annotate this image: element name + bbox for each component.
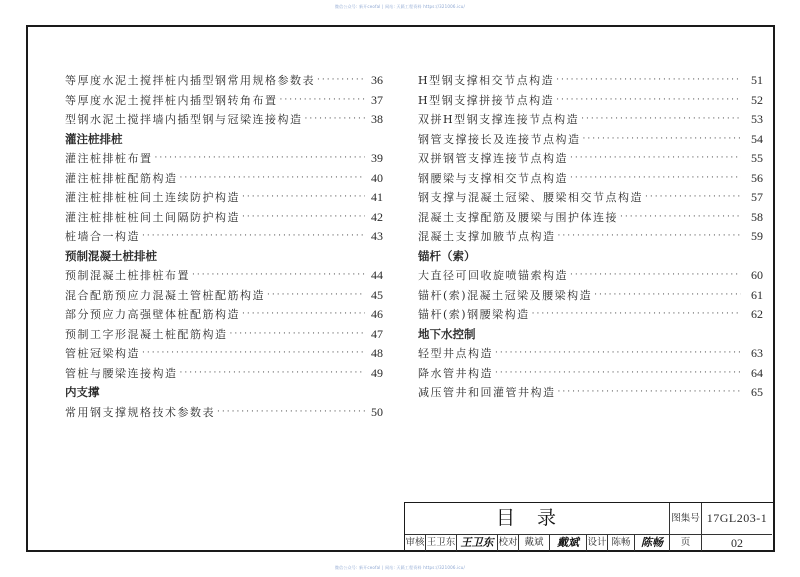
entry-title: 锚杆(索)钢腰梁构造 xyxy=(418,308,530,321)
dot-leader xyxy=(178,169,366,189)
dot-leader xyxy=(240,188,365,208)
watermark-bottom: 微信公众号: 新开ceofal | 网站: 天籁工程资料 https://321006.icu/ xyxy=(334,565,466,570)
entry-page-number: 56 xyxy=(751,170,763,185)
entry-title: 混合配筋预应力混凝土管桩配筋构造 xyxy=(65,288,265,302)
toc-entry xyxy=(65,286,383,306)
check-label: 校对 xyxy=(498,535,519,551)
dot-leader xyxy=(153,149,366,169)
entry-title: 双拼H型钢支撑连接节点构造 xyxy=(418,113,580,126)
entry-page-number: 48 xyxy=(371,346,383,360)
entry-title: 降水管井构造 xyxy=(418,366,493,380)
dot-leader xyxy=(190,266,365,286)
dot-leader xyxy=(556,383,742,403)
section-title: 预制混凝土桩排桩 xyxy=(65,248,157,263)
dot-leader xyxy=(579,110,741,130)
entry-page-number: 54 xyxy=(751,131,763,146)
dot-leader xyxy=(493,364,741,384)
toc-entry xyxy=(418,286,763,306)
toc-entry xyxy=(65,71,383,91)
page-number: 02 xyxy=(731,536,743,550)
entry-title: 等厚度水泥土搅拌桩内插型钢转角布置 xyxy=(65,93,278,107)
entry-page-number: 59 xyxy=(751,229,763,243)
entry-page-number: 53 xyxy=(751,112,763,126)
toc-entry xyxy=(65,403,383,423)
atlas-number-label: 图集号 xyxy=(670,503,702,534)
toc-section-heading xyxy=(65,247,383,267)
dot-leader xyxy=(592,286,741,306)
entry-title: 桩墙合一构造 xyxy=(65,230,140,243)
entry-title: 常用钢支撑规格技术参数表 xyxy=(65,405,215,419)
entry-title: H型钢支撑相交节点构造 xyxy=(418,74,555,87)
reviewer-signature: 王卫东 xyxy=(457,535,498,551)
dot-leader xyxy=(618,208,741,228)
designer-signature: 陈畅 xyxy=(635,535,670,551)
entry-page-number: 43 xyxy=(371,229,383,243)
dot-leader xyxy=(556,227,742,247)
toc-entry xyxy=(65,227,383,247)
dot-leader xyxy=(240,208,365,228)
entry-page-number: 37 xyxy=(371,92,383,107)
entry-page-number: 58 xyxy=(751,209,763,224)
toc-entry xyxy=(65,266,383,286)
title-block xyxy=(404,502,774,551)
entry-page-number: 47 xyxy=(371,326,383,341)
toc-entry xyxy=(418,149,763,169)
dot-leader xyxy=(315,71,365,91)
entry-title: 大直径可回收旋喷锚索构造 xyxy=(418,269,568,282)
entry-title: 钢支撑与混凝土冠梁、腰梁相交节点构造 xyxy=(418,191,643,204)
atlas-number: 17GL203-1 xyxy=(706,511,768,525)
toc-left-column xyxy=(65,71,383,422)
dot-leader xyxy=(228,325,366,345)
toc-section-heading xyxy=(65,383,383,403)
toc-section-heading xyxy=(418,325,763,345)
entry-page-number: 52 xyxy=(751,92,763,107)
dot-leader xyxy=(265,286,365,306)
entry-title: 管桩与腰梁连接构造 xyxy=(65,366,178,380)
dot-leader xyxy=(140,344,365,364)
dot-leader xyxy=(493,344,741,364)
entry-title: 灌注桩排桩桩间土连续防护构造 xyxy=(65,191,240,204)
entry-title: 锚杆(索)混凝土冠梁及腰梁构造 xyxy=(418,288,593,302)
toc-entry xyxy=(418,383,763,403)
dot-leader xyxy=(178,364,366,384)
design-label: 设计 xyxy=(587,535,608,551)
checker-signature: 戴斌 xyxy=(550,535,587,551)
dot-leader xyxy=(554,71,741,91)
entry-title: H型钢支撑拼接节点构造 xyxy=(418,93,555,107)
entry-page-number: 63 xyxy=(751,346,763,360)
entry-title: 型钢水泥土搅拌墙内插型钢与冠梁连接构造 xyxy=(65,113,303,126)
entry-title: 钢腰梁与支撑相交节点构造 xyxy=(418,171,568,185)
entry-page-number: 50 xyxy=(371,404,383,419)
dot-leader xyxy=(240,305,365,325)
dot-leader xyxy=(140,227,365,247)
entry-page-number: 51 xyxy=(751,73,763,87)
toc-entry xyxy=(418,266,763,286)
entry-page-number: 45 xyxy=(371,287,383,302)
dot-leader xyxy=(530,305,741,325)
toc-entry xyxy=(65,149,383,169)
entry-page-number: 55 xyxy=(751,151,763,165)
toc-entry xyxy=(418,208,763,228)
entry-title: 预制混凝土桩排桩布置 xyxy=(65,269,190,282)
entry-page-number: 38 xyxy=(371,112,383,126)
entry-page-number: 65 xyxy=(751,385,763,399)
toc-section-heading xyxy=(418,247,763,267)
entry-title: 双拼钢管支撑连接节点构造 xyxy=(418,152,568,165)
entry-title: 等厚度水泥土搅拌桩内插型钢常用规格参数表 xyxy=(65,74,315,87)
toc-entry xyxy=(65,208,383,228)
entry-title: 灌注桩排桩桩间土间隔防护构造 xyxy=(65,210,240,224)
page-label: 页 xyxy=(670,535,702,551)
dot-leader xyxy=(278,91,366,111)
entry-page-number: 39 xyxy=(371,151,383,165)
dot-leader xyxy=(554,91,741,111)
entry-page-number: 44 xyxy=(371,268,383,282)
entry-page-number: 49 xyxy=(371,365,383,380)
dot-leader xyxy=(568,169,741,189)
toc-entry xyxy=(418,188,763,208)
entry-title: 预制工字形混凝土桩配筋构造 xyxy=(65,327,228,341)
toc-entry xyxy=(418,344,763,364)
entry-page-number: 62 xyxy=(751,307,763,321)
entry-title: 灌注桩排桩配筋构造 xyxy=(65,171,178,185)
entry-title: 灌注桩排桩布置 xyxy=(65,152,153,165)
checker-name: 戴斌 xyxy=(519,535,550,551)
toc-entry xyxy=(418,227,763,247)
reviewer-name: 王卫东 xyxy=(426,535,457,551)
dot-leader xyxy=(581,130,742,150)
toc-entry xyxy=(65,325,383,345)
toc-entry xyxy=(418,169,763,189)
entry-page-number: 61 xyxy=(751,287,763,302)
entry-title: 管桩冠梁构造 xyxy=(65,347,140,360)
entry-page-number: 40 xyxy=(371,170,383,185)
review-label: 审核 xyxy=(405,535,426,551)
entry-title: 轻型井点构造 xyxy=(418,347,493,360)
toc-entry xyxy=(418,305,763,325)
entry-page-number: 46 xyxy=(371,307,383,321)
toc-entry xyxy=(418,364,763,384)
toc-entry xyxy=(65,305,383,325)
entry-title: 减压管井和回灌管井构造 xyxy=(418,386,556,399)
entry-page-number: 36 xyxy=(371,73,383,87)
section-title: 内支撑 xyxy=(65,385,100,399)
entry-page-number: 41 xyxy=(371,190,383,204)
entry-page-number: 60 xyxy=(751,268,763,282)
toc-entry xyxy=(65,91,383,111)
toc-right-column xyxy=(418,71,763,403)
section-title: 锚杆（索） xyxy=(418,248,476,263)
toc-entry xyxy=(418,71,763,91)
entry-title: 部分预应力高强壁体桩配筋构造 xyxy=(65,308,240,321)
toc-entry xyxy=(418,110,763,130)
dot-leader xyxy=(303,110,366,130)
entry-title: 混凝土支撑配筋及腰梁与围护体连接 xyxy=(418,210,618,224)
drawing-title: 目录 xyxy=(405,503,670,534)
toc-entry xyxy=(65,344,383,364)
toc-entry xyxy=(418,130,763,150)
entry-title: 钢管支撑接长及连接节点构造 xyxy=(418,132,581,146)
toc-entry xyxy=(65,110,383,130)
toc-entry xyxy=(65,169,383,189)
toc-section-heading xyxy=(65,130,383,150)
watermark-top: 微信公众号: 新开ceofal | 网站: 天籁工程资料 https://321006.icu/ xyxy=(334,4,466,9)
toc-entry xyxy=(418,91,763,111)
entry-page-number: 42 xyxy=(371,209,383,224)
toc-entry xyxy=(65,188,383,208)
dot-leader xyxy=(568,266,741,286)
entry-page-number: 64 xyxy=(751,365,763,380)
section-title: 地下水控制 xyxy=(418,326,476,341)
section-title: 灌注桩排桩 xyxy=(65,131,123,146)
dot-leader xyxy=(568,149,741,169)
dot-leader xyxy=(215,403,365,423)
dot-leader xyxy=(643,188,741,208)
entry-page-number: 57 xyxy=(751,190,763,204)
entry-title: 混凝土支撑加腋节点构造 xyxy=(418,230,556,243)
designer-name: 陈畅 xyxy=(608,535,635,551)
toc-entry xyxy=(65,364,383,384)
